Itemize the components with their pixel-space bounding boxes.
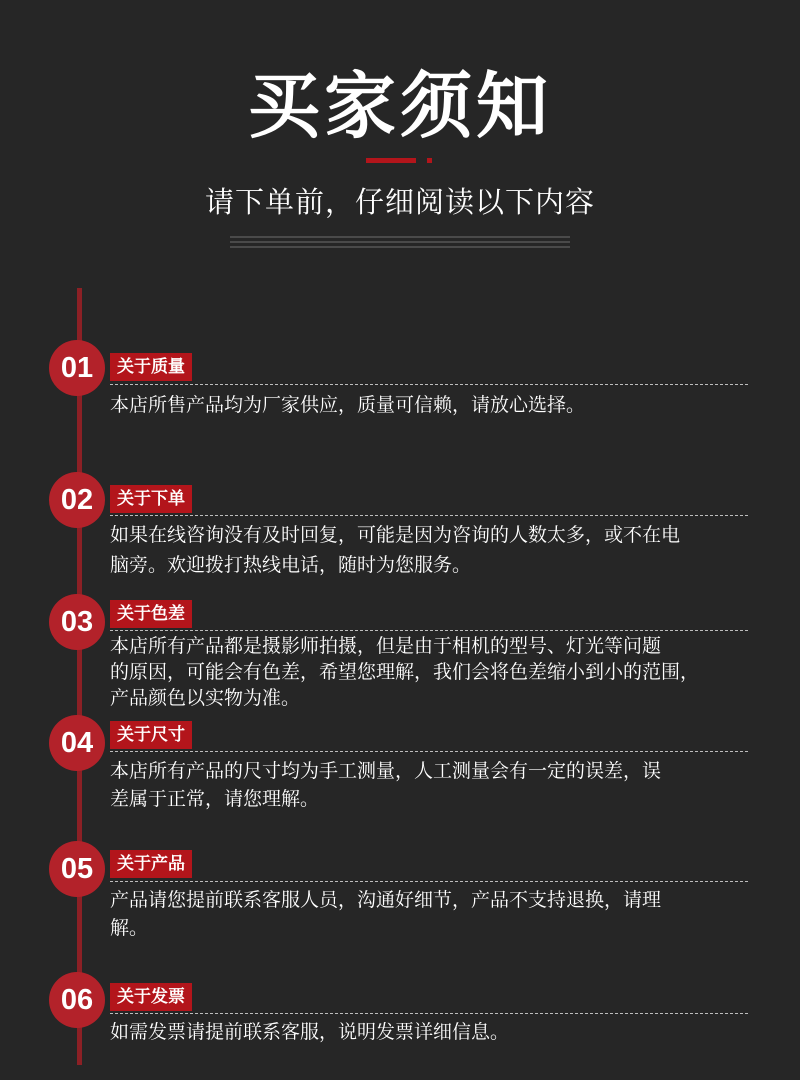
- body-line: 的原因，可能会有色差，希望您理解，我们会将色差缩小到小的范围，: [110, 661, 700, 683]
- body-line: 如果在线咨询没有及时回复，可能是因为咨询的人数太多，或不在电: [110, 524, 681, 546]
- body-line: 产品请您提前联系客服人员，沟通好细节，产品不支持退换，请理: [110, 889, 662, 911]
- section-body: [110, 391, 760, 419]
- fine-print-line: [230, 241, 570, 243]
- body-line: 本店所有产品的尺寸均为手工测量，人工测量会有一定的误差，误: [110, 760, 662, 782]
- number-badge: 05: [49, 841, 105, 897]
- body-line: 本店所有产品都是摄影师拍摄，但是由于相机的型号、灯光等问题: [110, 635, 662, 657]
- number-badge: 04: [49, 715, 105, 771]
- dashed-divider: [110, 1013, 748, 1014]
- number-badge: 02: [49, 472, 105, 528]
- section-heading: 关于下单: [110, 485, 192, 513]
- number-badge: 03: [49, 594, 105, 650]
- timeline-line: [77, 288, 82, 1065]
- fine-print-line: [230, 246, 570, 248]
- dashed-divider: [110, 515, 748, 516]
- body-line: 产品颜色以实物为准。: [110, 687, 301, 709]
- section-body: [110, 886, 760, 942]
- section-body: [110, 1018, 760, 1046]
- section-heading: 关于产品: [110, 850, 192, 878]
- section-heading: 关于质量: [110, 353, 192, 381]
- body-line: 如需发票请提前联系客服，说明发票详细信息。: [110, 1021, 510, 1043]
- section-body: [110, 633, 760, 711]
- section-heading: 关于发票: [110, 983, 192, 1011]
- section-body: [110, 521, 760, 579]
- number-badge: 06: [49, 972, 105, 1028]
- dashed-divider: [110, 881, 748, 882]
- page-subtitle: 请下单前，仔细阅读以下内容: [204, 185, 595, 219]
- section-heading: 关于色差: [110, 600, 192, 628]
- body-line: 解。: [110, 917, 149, 939]
- section-heading: 关于尺寸: [110, 721, 192, 749]
- dashed-divider: [110, 630, 748, 631]
- body-line: 差属于正常，请您理解。: [110, 788, 320, 810]
- dashed-divider: [110, 384, 748, 385]
- decorative-fine-print: [230, 236, 570, 248]
- number-badge: 01: [49, 340, 105, 396]
- body-line: 脑旁。欢迎拨打热线电话，随时为您服务。: [110, 554, 472, 576]
- fine-print-line: [230, 236, 570, 238]
- section-body: [110, 757, 760, 813]
- dashed-divider: [110, 751, 748, 752]
- title-accent-dot: [427, 158, 432, 163]
- title-accent-line: [366, 158, 416, 163]
- page-title: 买家须知: [247, 64, 552, 148]
- body-line: 本店所售产品均为厂家供应，质量可信赖，请放心选择。: [110, 394, 586, 416]
